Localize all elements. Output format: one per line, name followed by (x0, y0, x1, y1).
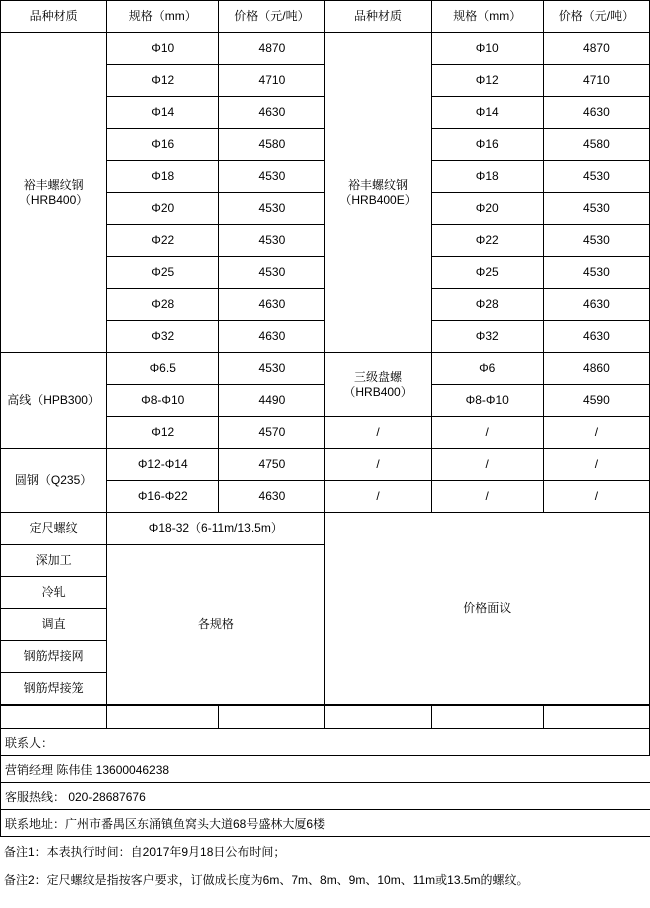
contact-row-address (1, 810, 650, 837)
spec-cell: Φ32 (107, 321, 219, 353)
spec-cell: Φ10 (431, 33, 543, 65)
contact-row-manager (1, 756, 650, 783)
category-sanji-panluo (325, 353, 431, 417)
price-cell: 4870 (543, 33, 649, 65)
note-1: 备注1：本表执行时间：自2017年9月18日公布时间； (4, 844, 286, 859)
price-cell: 4870 (219, 33, 325, 65)
table-row (1, 353, 650, 385)
spec-cell: Φ8-Φ10 (431, 385, 543, 417)
price-cell: 4530 (219, 193, 325, 225)
category-cell-empty: / (325, 481, 431, 513)
spec-cell: Φ16 (431, 129, 543, 161)
price-cell: 4530 (543, 257, 649, 289)
category-dingchi-luowen: 定尺螺纹 (1, 513, 107, 545)
table-header-row (1, 1, 650, 33)
category-line-1: 裕丰螺纹钢 (23, 178, 84, 193)
service-gangjin-hanjiewang: 钢筋焊接网 (1, 641, 107, 673)
header-cell-spec-left: 规格（mm） (107, 1, 219, 33)
header-cell-price-left: 价格（元/吨） (219, 1, 325, 33)
spacer-cell (543, 706, 649, 729)
spec-cell: Φ12-Φ14 (107, 449, 219, 481)
spacer-row (1, 706, 650, 729)
category-line-1: 三级盘螺 (354, 370, 403, 385)
note-2: 备注2：定尺螺纹是指按客户要求，订做成长度为6m、7m、8m、9m、10m、11m或13.5m的螺纹。 (4, 872, 529, 887)
contact-row-label (1, 729, 650, 756)
category-line-2: （HRB400E） (339, 192, 417, 207)
category-line-2: （HRB400） (343, 384, 413, 399)
header-cell-spec-right: 规格（mm） (431, 1, 543, 33)
price-cell: 4530 (219, 257, 325, 289)
spacer-cell (431, 706, 543, 729)
spec-cell: Φ22 (431, 225, 543, 257)
category-yufeng-hrb400 (1, 33, 107, 353)
table-row-fixed-length (1, 513, 650, 545)
spec-cell: Φ20 (431, 193, 543, 225)
price-cell: 4530 (219, 225, 325, 257)
note-row-2 (0, 865, 650, 893)
table-row (1, 33, 650, 65)
spec-cell: Φ8-Φ10 (107, 385, 219, 417)
spec-cell: / (431, 417, 543, 449)
category-cell-empty: / (325, 417, 431, 449)
price-cell: 4860 (543, 353, 649, 385)
spec-cell: Φ18 (431, 161, 543, 193)
table-row (1, 449, 650, 481)
price-cell: 4530 (219, 353, 325, 385)
spec-cell: Φ6 (431, 353, 543, 385)
price-cell: 4750 (219, 449, 325, 481)
price-cell: 4580 (543, 129, 649, 161)
price-cell: 4530 (543, 225, 649, 257)
category-gaoxian-hpb300: 高线（HPB300） (1, 353, 107, 449)
contact-address: 联系地址：广州市番禺区东涌镇鱼窝头大道68号盛林大厦6楼 (1, 810, 650, 837)
service-tiaozhi: 调直 (1, 609, 107, 641)
spec-cell: Φ16 (107, 129, 219, 161)
spec-cell: / (431, 449, 543, 481)
spec-cell: Φ28 (107, 289, 219, 321)
price-cell: 4590 (543, 385, 649, 417)
note-row-1 (0, 837, 650, 865)
spec-cell: Φ10 (107, 33, 219, 65)
spacer-cell (1, 706, 107, 729)
notes-table (0, 837, 650, 893)
header-cell-category-right: 品种材质 (325, 1, 431, 33)
header-cell-price-right: 价格（元/吨） (543, 1, 649, 33)
price-cell: 4490 (219, 385, 325, 417)
contact-manager: 营销经理 陈伟佳 13600046238 (1, 756, 650, 783)
price-cell: 4630 (219, 481, 325, 513)
contact-label: 联系人： (1, 729, 544, 756)
spacer-cell (107, 706, 219, 729)
spec-cell: Φ14 (431, 97, 543, 129)
price-cell: 4710 (219, 65, 325, 97)
service-spec-all: 各规格 (107, 545, 325, 705)
spec-cell: Φ25 (107, 257, 219, 289)
category-line-2: （HRB400） (18, 192, 89, 207)
price-cell: / (543, 417, 649, 449)
fixed-length-spec: Φ18-32（6-11m/13.5m） (107, 513, 325, 545)
contact-hotline: 客服热线： 020-28687676 (1, 783, 650, 810)
category-yuangang-q235: 圆钢（Q235） (1, 449, 107, 513)
category-line-1: 裕丰螺纹钢 (348, 178, 409, 193)
spec-cell: Φ12 (431, 65, 543, 97)
price-cell: 4630 (219, 321, 325, 353)
spec-cell: Φ12 (107, 417, 219, 449)
spacer-cell (219, 706, 325, 729)
price-cell: 4630 (219, 97, 325, 129)
spec-cell: Φ6.5 (107, 353, 219, 385)
price-cell: / (543, 449, 649, 481)
spec-cell: Φ18 (107, 161, 219, 193)
spacer-cell (325, 706, 431, 729)
category-cell-empty: / (325, 449, 431, 481)
spec-cell: Φ22 (107, 225, 219, 257)
category-yufeng-hrb400e (325, 33, 431, 353)
price-cell: 4530 (543, 161, 649, 193)
spec-cell: Φ20 (107, 193, 219, 225)
price-negotiable: 价格面议 (325, 513, 650, 705)
spec-cell: Φ25 (431, 257, 543, 289)
spec-cell: Φ14 (107, 97, 219, 129)
contact-table (0, 705, 650, 837)
price-cell: 4530 (219, 161, 325, 193)
contact-blank-cell (543, 729, 649, 756)
spec-cell: Φ28 (431, 289, 543, 321)
spec-cell: Φ32 (431, 321, 543, 353)
price-cell: 4570 (219, 417, 325, 449)
price-cell: 4630 (543, 289, 649, 321)
price-cell: 4580 (219, 129, 325, 161)
service-gangjin-hanjielong: 钢筋焊接笼 (1, 673, 107, 705)
price-cell: 4630 (543, 97, 649, 129)
spec-cell: / (431, 481, 543, 513)
price-cell: 4630 (219, 289, 325, 321)
spec-cell: Φ12 (107, 65, 219, 97)
price-cell: 4530 (543, 193, 649, 225)
price-cell: 4630 (543, 321, 649, 353)
service-lengzha: 冷轧 (1, 577, 107, 609)
contact-row-hotline (1, 783, 650, 810)
price-cell: / (543, 481, 649, 513)
service-shenjiagong: 深加工 (1, 545, 107, 577)
spec-cell: Φ16-Φ22 (107, 481, 219, 513)
price-cell: 4710 (543, 65, 649, 97)
header-cell-category-left: 品种材质 (1, 1, 107, 33)
